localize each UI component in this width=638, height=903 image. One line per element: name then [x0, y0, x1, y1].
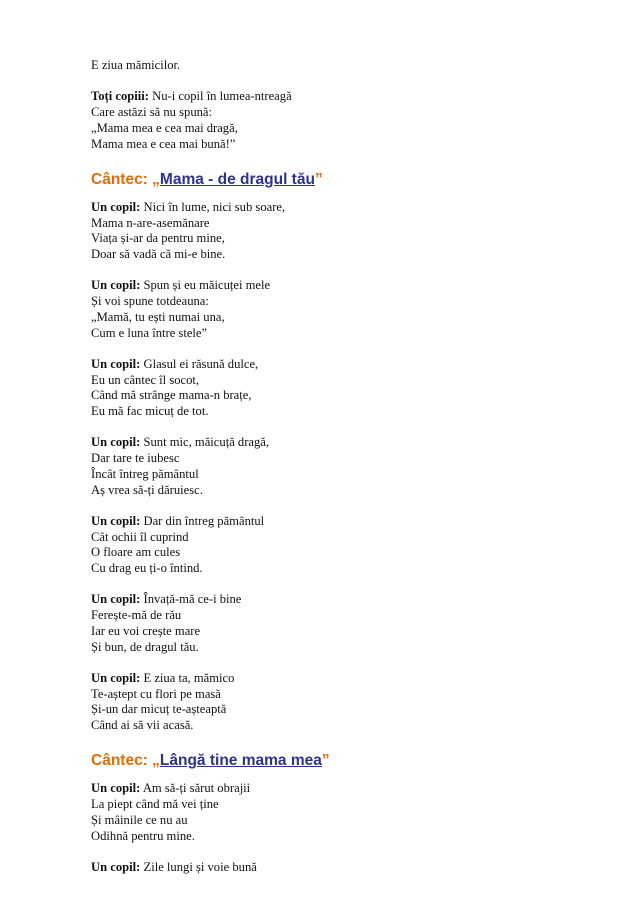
stanza-line	[91, 860, 591, 876]
stanza-group-1	[91, 200, 591, 750]
stanza-text: Glasul ei răsună dulce,	[143, 356, 259, 371]
stanza-line: Te-aștept cu flori pe masă	[91, 686, 221, 701]
stanza-line: Cu drag eu ți-o întind.	[91, 561, 203, 575]
song-heading-1	[91, 170, 591, 190]
stanza-all-children	[91, 89, 591, 152]
stanza-line: Și voi spune totdeauna:	[91, 294, 209, 309]
spacer	[91, 655, 591, 671]
stanza-line: Iar eu voi crește mare	[91, 623, 201, 638]
stanza-line	[91, 514, 591, 530]
stanza-line	[91, 435, 591, 451]
spacer	[91, 577, 591, 593]
stanza	[91, 357, 591, 420]
spacer	[91, 74, 591, 90]
stanza	[91, 860, 591, 876]
poem-content	[91, 58, 591, 876]
song-prefix: Cântec: „	[91, 170, 160, 188]
stanza-line: La piept când mă vei ține	[91, 797, 219, 812]
spacer	[91, 152, 591, 168]
stanza-text: E ziua ta, mămico	[143, 670, 235, 685]
stanza-line: Aș vrea să-ți dăruiesc.	[91, 482, 203, 497]
speaker-label: Un copil:	[91, 592, 141, 607]
speaker-label: Un copil:	[91, 199, 141, 214]
stanza	[91, 278, 591, 341]
stanza	[91, 671, 591, 734]
stanza-line: Ferește-mă de rău	[91, 608, 182, 623]
stanza-line: Cât ochii îl cuprind	[91, 529, 189, 544]
spacer	[91, 420, 591, 436]
stanza	[91, 781, 591, 844]
stanza-line: Când ai să vii acasă.	[91, 718, 194, 732]
spacer	[91, 844, 591, 860]
stanza-line: „Mama mea e cea mai dragă,	[91, 120, 238, 135]
intro-line: E ziua mămicilor.	[91, 58, 181, 72]
stanza-line: Eu mă fac micuț de tot.	[91, 404, 209, 418]
stanza-text: Zile lungi și voie bună	[143, 859, 257, 874]
stanza-text: Sunt mic, măicuță dragă,	[143, 435, 270, 450]
stanza-line: Odihnă pentru mine.	[91, 828, 195, 843]
song-suffix: ”	[321, 752, 330, 770]
stanza-line	[91, 278, 591, 294]
spacer	[91, 498, 591, 514]
stanza-line: Care astăzi să nu spună:	[91, 105, 212, 120]
stanza-line: Și bun, de dragul tău.	[91, 639, 199, 654]
stanza-line: Cum e luna între stele”	[91, 325, 208, 340]
stanza-text: Nu-i copil în lumea-ntreagă	[152, 89, 292, 104]
song-prefix: Cântec: „	[91, 752, 160, 770]
stanza-line: Doar să vadă că mi-e bine.	[91, 247, 226, 261]
speaker-label: Toți copiii:	[91, 89, 149, 104]
speaker-label: Un copil:	[91, 781, 141, 796]
spacer	[91, 263, 591, 279]
song-heading-2	[91, 751, 591, 771]
stanza-line: Eu un cântec îl socot,	[91, 372, 200, 387]
stanza-line: Viața și-ar da pentru mine,	[91, 231, 225, 246]
song-suffix: ”	[314, 170, 323, 188]
stanza-line	[91, 592, 591, 608]
stanza-line: Și-un dar micuț te-așteaptă	[91, 702, 227, 717]
song-title: Lângă tine mama mea	[159, 752, 322, 770]
stanza-text: Învață-mă ce-i bine	[143, 592, 242, 607]
stanza-line: Mama n-are-asemănare	[91, 215, 210, 230]
speaker-label: Un copil:	[91, 513, 141, 528]
stanza-line: Când mă strânge mama-n brațe,	[91, 388, 252, 403]
stanza-group-2	[91, 781, 591, 875]
song-title: Mama - de dragul tău	[159, 170, 315, 188]
stanza-line	[91, 671, 591, 687]
stanza-text: Spun și eu măicuței mele	[143, 278, 271, 293]
stanza-line: „Mamă, tu ești numai una,	[91, 309, 225, 324]
stanza	[91, 435, 591, 498]
stanza-line	[91, 89, 591, 105]
spacer	[91, 341, 591, 357]
speaker-label: Un copil:	[91, 435, 141, 450]
stanza-text: Nici în lume, nici sub soare,	[143, 199, 286, 214]
stanza-line	[91, 357, 591, 373]
stanza-line: Dar tare te iubesc	[91, 451, 180, 466]
stanza	[91, 514, 591, 577]
speaker-label: Un copil:	[91, 278, 141, 293]
stanza	[91, 592, 591, 655]
speaker-label: Un copil:	[91, 859, 141, 874]
stanza-line: Și mâinile ce nu au	[91, 812, 188, 827]
stanza-line: Mama mea e cea mai bună!”	[91, 136, 236, 151]
stanza-line: Încât întreg pământul	[91, 466, 199, 481]
stanza	[91, 200, 591, 263]
speaker-label: Un copil:	[91, 670, 141, 685]
stanza-text: Am să-ți sărut obrajii	[142, 781, 251, 796]
stanza-line	[91, 200, 591, 216]
stanza-line	[91, 781, 591, 797]
stanza-line: O floare am cules	[91, 545, 181, 560]
spacer	[91, 734, 591, 750]
stanza-text: Dar din întreg pământul	[143, 513, 265, 528]
speaker-label: Un copil:	[91, 356, 141, 371]
